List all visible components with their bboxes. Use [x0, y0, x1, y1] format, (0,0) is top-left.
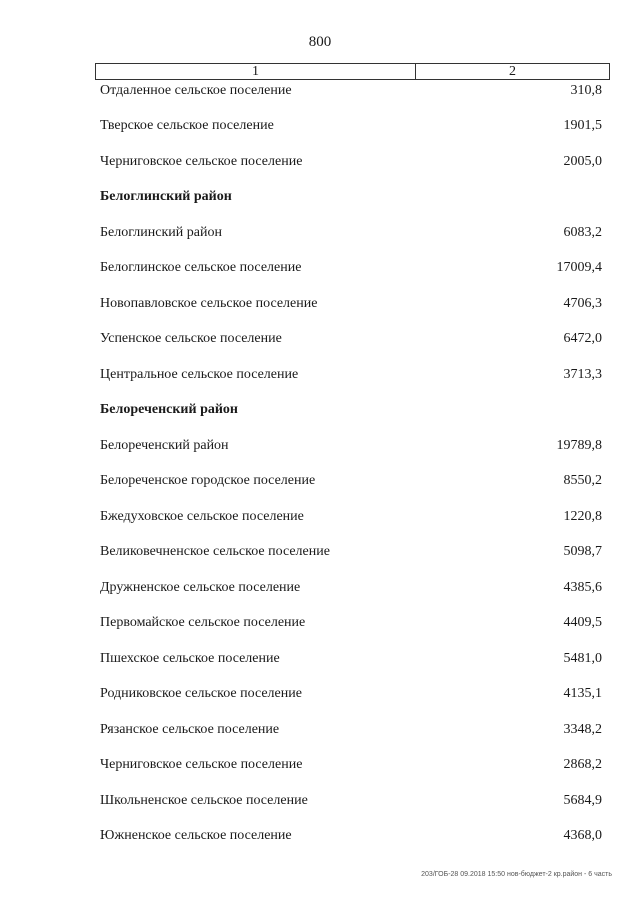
table-row: [100, 499, 602, 535]
row-value: 4135,1: [563, 686, 602, 702]
row-value: 4368,0: [563, 828, 602, 844]
table-row: [100, 286, 602, 322]
row-value: 3713,3: [563, 366, 602, 382]
row-name: Родниковское сельское поселение: [100, 686, 302, 702]
table-row: [100, 748, 602, 784]
table-row: [100, 73, 602, 109]
row-value: 5684,9: [563, 792, 602, 808]
row-value: 5098,7: [563, 544, 602, 560]
row-name: Успенское сельское поселение: [100, 331, 282, 347]
table-row: [100, 712, 602, 748]
section-heading-row: [100, 393, 602, 429]
table-row: [100, 322, 602, 358]
row-value: 19789,8: [556, 437, 602, 453]
row-name: Бжедуховское сельское поселение: [100, 508, 304, 524]
row-name: Отдаленное сельское поселение: [100, 82, 292, 98]
table-row: [100, 535, 602, 571]
row-value: 4706,3: [563, 295, 602, 311]
table-row: [100, 570, 602, 606]
row-name: Белоглинский район: [100, 224, 222, 240]
row-value: 1901,5: [563, 118, 602, 134]
section-heading-row: [100, 180, 602, 216]
row-value: 4409,5: [563, 615, 602, 631]
row-name: Белореченский район: [100, 437, 229, 453]
row-name: Черниговское сельское поселение: [100, 153, 303, 169]
table-row: [100, 144, 602, 180]
row-name: Южненское сельское поселение: [100, 828, 292, 844]
table-row: [100, 251, 602, 287]
row-name: Белоглинское сельское поселение: [100, 260, 302, 276]
table-row: [100, 677, 602, 713]
row-name: Центральное сельское поселение: [100, 366, 299, 382]
row-value: 1220,8: [563, 508, 602, 524]
row-name: Новопавловское сельское поселение: [100, 295, 318, 311]
row-value: 6083,2: [563, 224, 602, 240]
table-row: [100, 783, 602, 819]
row-value: 8550,2: [563, 473, 602, 489]
table-row: [100, 606, 602, 642]
footer-stamp: 203/ГОБ-28 09.2018 15:50 нов-бюджет-2 кр.район - 6 часть: [421, 871, 612, 878]
row-value: 2005,0: [563, 153, 602, 169]
row-value: 4385,6: [563, 579, 602, 595]
table-row: [100, 428, 602, 464]
table-row: [100, 464, 602, 500]
row-value: 17009,4: [556, 260, 602, 276]
table-row: [100, 357, 602, 393]
row-name: Школьненское сельское поселение: [100, 792, 308, 808]
row-name: Пшехское сельское поселение: [100, 650, 280, 666]
table-row: [100, 819, 602, 855]
row-value: 6472,0: [563, 331, 602, 347]
page-number: 800: [308, 34, 332, 50]
row-name: Великовечненское сельское поселение: [100, 544, 330, 560]
table-row: [100, 109, 602, 145]
table-row: [100, 641, 602, 677]
row-name: Белореченское городское поселение: [100, 473, 316, 489]
row-value: 310,8: [570, 82, 602, 98]
row-value: 5481,0: [563, 650, 602, 666]
row-value: 2868,2: [563, 757, 602, 773]
table-row: [100, 215, 602, 251]
row-name: Первомайское сельское поселение: [100, 615, 306, 631]
column-header-1: 1: [96, 64, 416, 79]
row-value: 3348,2: [563, 721, 602, 737]
row-name: Дружненское сельское поселение: [100, 579, 301, 595]
section-heading: Белоглинский район: [100, 189, 232, 205]
column-header-2: 2: [509, 64, 516, 79]
row-name: Черниговское сельское поселение: [100, 757, 303, 773]
row-name: Тверское сельское поселение: [100, 118, 274, 134]
row-name: Рязанское сельское поселение: [100, 721, 280, 737]
table-body: [100, 73, 602, 854]
section-heading: Белореченский район: [100, 402, 238, 418]
